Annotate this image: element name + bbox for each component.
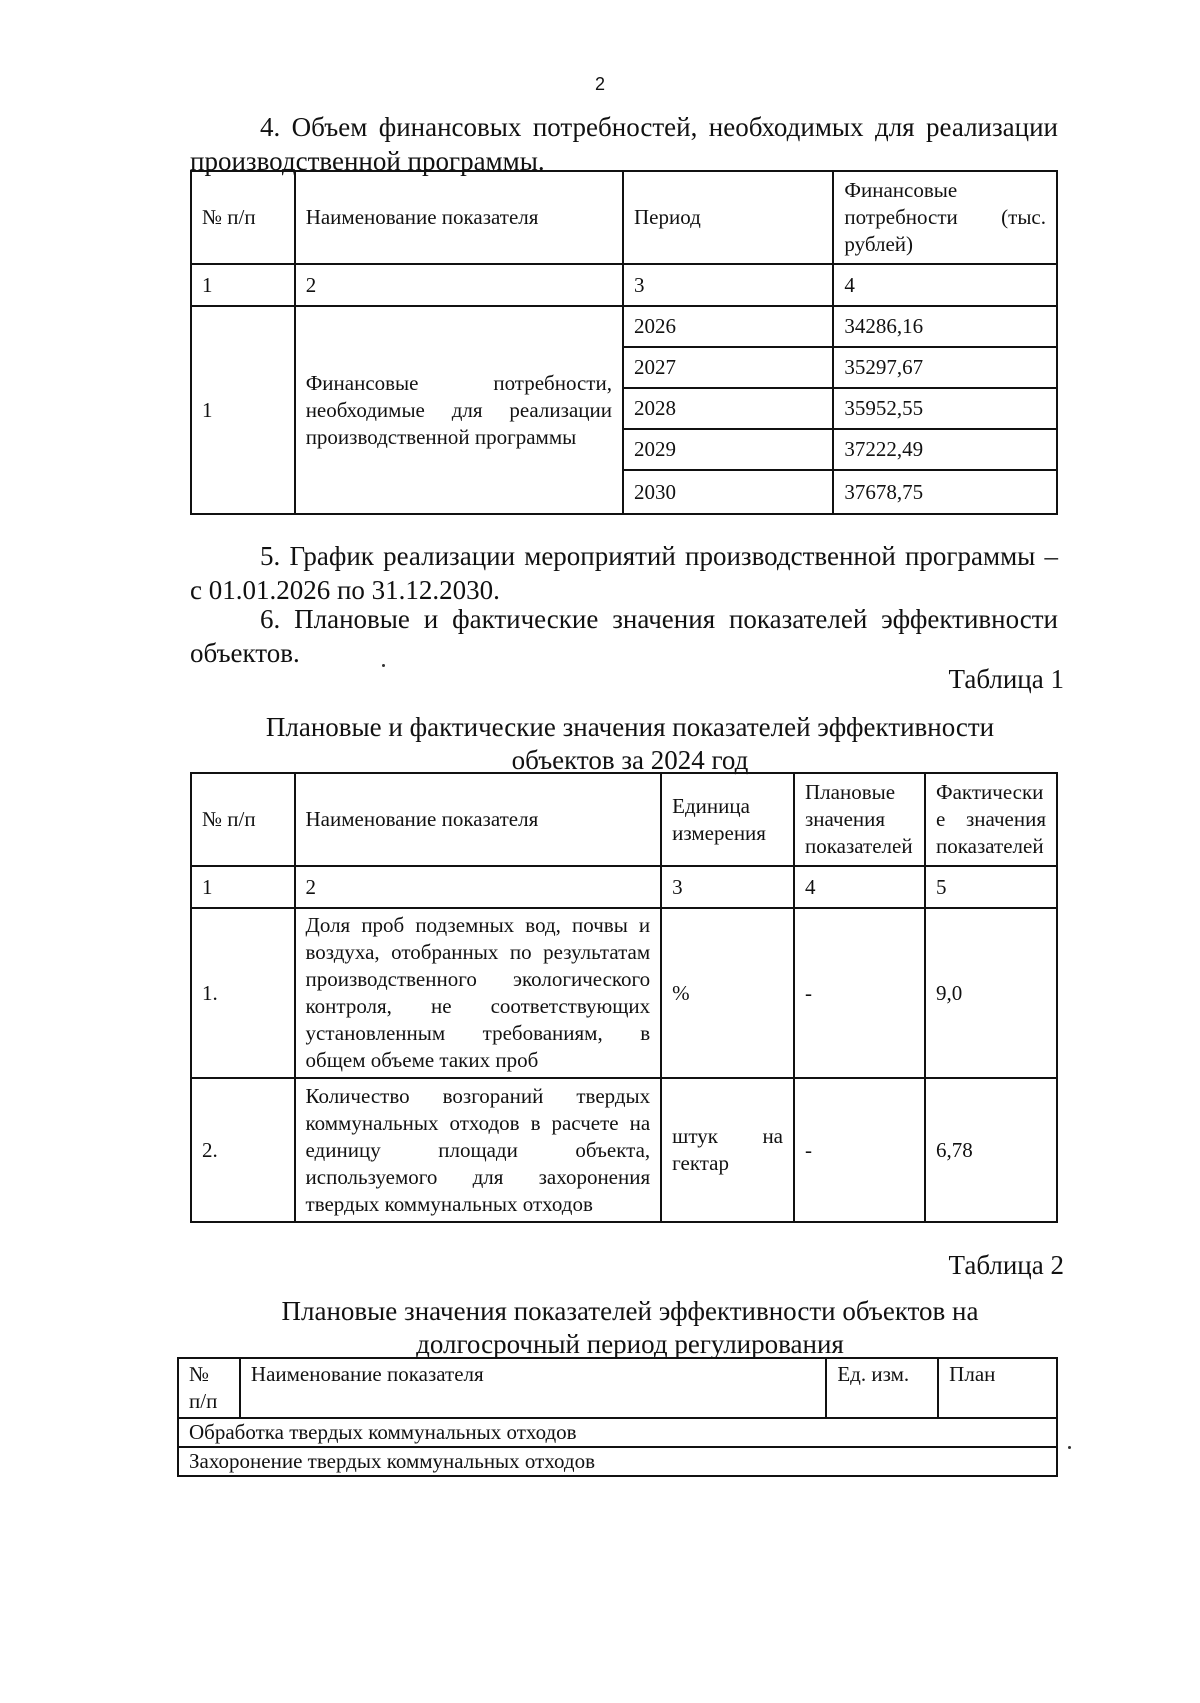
row-num: 1. bbox=[191, 908, 295, 1078]
row-plan: - bbox=[794, 1078, 925, 1222]
period-value: 34286,16 bbox=[833, 306, 1057, 347]
header-unit: Ед. изм. bbox=[826, 1358, 938, 1418]
period-year: 2026 bbox=[623, 306, 833, 347]
section-4-text: 4. Объем финансовых потребностей, необходимых для реализации производственной программы. bbox=[190, 112, 1058, 176]
header-period: Период bbox=[623, 171, 833, 264]
scan-speck bbox=[1068, 1446, 1071, 1449]
row-plan: - bbox=[794, 908, 925, 1078]
page-number: 2 bbox=[594, 74, 605, 94]
header-num: № п/п bbox=[191, 773, 295, 866]
table1-caption-line2: объектов за 2024 год bbox=[511, 745, 749, 775]
period-value: 35952,55 bbox=[833, 388, 1057, 429]
header-plan: План bbox=[938, 1358, 1057, 1418]
table2-caption-line2: долгосрочный период регулирования bbox=[416, 1329, 844, 1359]
period-year: 2028 bbox=[623, 388, 833, 429]
table2-label: Таблица 2 bbox=[948, 1250, 1064, 1280]
header-name: Наименование показателя bbox=[240, 1358, 826, 1418]
header-num: № п/п bbox=[191, 171, 295, 264]
col-number: 2 bbox=[295, 264, 623, 306]
period-value: 37222,49 bbox=[833, 429, 1057, 470]
header-name: Наименование показателя bbox=[295, 171, 623, 264]
efficiency-2024-table bbox=[190, 772, 1058, 1223]
table1-caption-line1: Плановые и фактические значения показателей эффективности bbox=[265, 712, 995, 742]
period-value: 37678,75 bbox=[833, 470, 1057, 514]
scan-speck bbox=[382, 664, 385, 667]
row-unit: штук на гектар bbox=[661, 1078, 794, 1222]
row-fact: 6,78 bbox=[925, 1078, 1057, 1222]
header-fact: Фактически е значения показателей bbox=[925, 773, 1057, 866]
section-row: Захоронение твердых коммунальных отходов bbox=[178, 1447, 1057, 1476]
period-value: 35297,67 bbox=[833, 347, 1057, 388]
col-number: 3 bbox=[623, 264, 833, 306]
header-plan: Плановые значения показателей bbox=[794, 773, 925, 866]
col-number: 3 bbox=[661, 866, 794, 908]
financial-needs-table bbox=[190, 170, 1058, 515]
header-financial-needs: Финансовые потребности (тыс. рублей) bbox=[833, 171, 1057, 264]
row-name: Доля проб подземных вод, почвы и воздуха, отобранных по результатам производственного экологического контроля, не соответствующих установленным требованиям, в общем объеме таких проб bbox=[295, 908, 662, 1078]
row-name: Финансовые потребности, необходимые для реализации производственной программы bbox=[295, 306, 623, 514]
col-number: 4 bbox=[833, 264, 1057, 306]
row-num: 2. bbox=[191, 1078, 295, 1222]
col-number: 4 bbox=[794, 866, 925, 908]
col-number: 5 bbox=[925, 866, 1057, 908]
period-year: 2029 bbox=[623, 429, 833, 470]
table2-caption-line1: Плановые значения показателей эффективности объектов на bbox=[281, 1296, 979, 1326]
section-row: Обработка твердых коммунальных отходов bbox=[178, 1418, 1057, 1447]
row-name: Количество возгораний твердых коммунальных отходов в расчете на единицу площади объекта, используемого для захоронения твердых коммунальных отходов bbox=[295, 1078, 662, 1222]
section-6-text: 6. Плановые и фактические значения показателей эффективности объектов. bbox=[190, 604, 1058, 668]
period-year: 2030 bbox=[623, 470, 833, 514]
long-term-plan-table bbox=[177, 1357, 1058, 1477]
section-5-text: 5. График реализации мероприятий производственной программы – с 01.01.2026 по 31.12.2030. bbox=[190, 541, 1058, 605]
col-number: 1 bbox=[191, 866, 295, 908]
header-unit: Единица измерения bbox=[661, 773, 794, 866]
header-num: № п/п bbox=[178, 1358, 240, 1418]
header-name: Наименование показателя bbox=[295, 773, 662, 866]
col-number: 2 bbox=[295, 866, 662, 908]
row-fact: 9,0 bbox=[925, 908, 1057, 1078]
table1-label: Таблица 1 bbox=[948, 664, 1064, 694]
row-unit: % bbox=[661, 908, 794, 1078]
col-number: 1 bbox=[191, 264, 295, 306]
row-index: 1 bbox=[191, 306, 295, 514]
period-year: 2027 bbox=[623, 347, 833, 388]
